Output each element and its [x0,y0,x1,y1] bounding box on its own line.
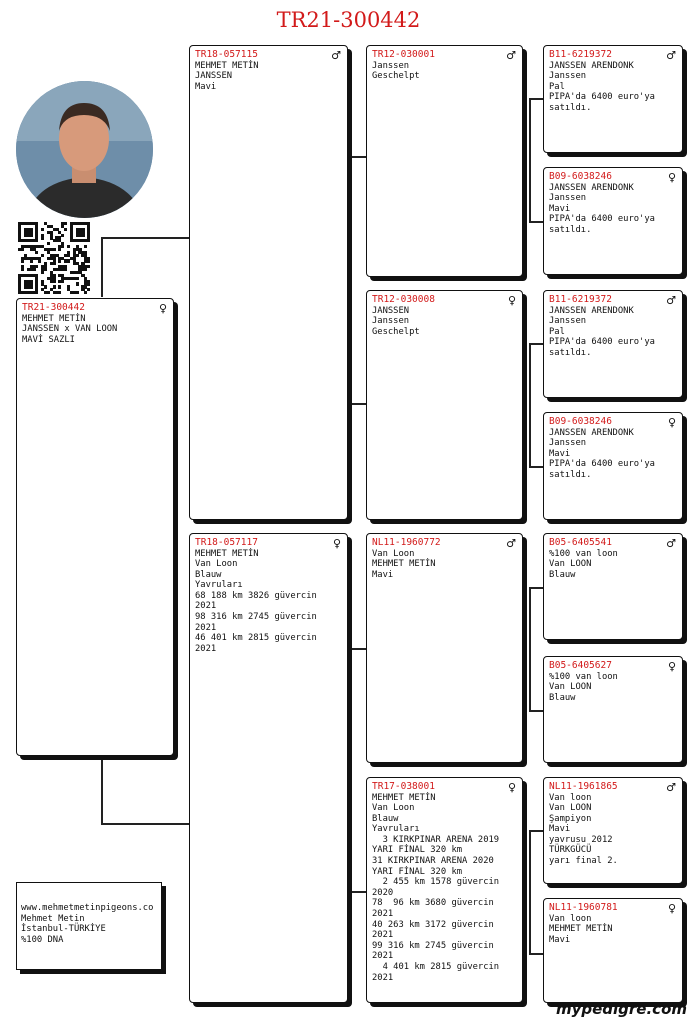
pigeon-info-line: Janssen [549,193,587,204]
pigeon-info-line: Janssen [372,60,410,71]
pigeon-info-line: Mavi [549,203,571,214]
pigeon-card-sire[interactable] [189,45,348,520]
pigeon-info-line: %100 van loon [549,548,618,559]
connector [349,403,366,405]
brand-logo[interactable]: mypedigre.com [555,1000,687,1018]
pigeon-card-dam-dam-dam[interactable] [543,898,683,1003]
pigeon-card-sire-dam-sire[interactable] [543,290,683,398]
connector [529,466,543,468]
pigeon-info-line: MEHMET METİN [195,60,259,71]
connector [529,710,543,712]
pigeon-info-line: 99 316 km 2745 güvercin [372,940,494,951]
male-icon: ♂ [666,537,676,550]
pigeon-info-line: satıldı. [549,469,592,480]
connector [529,98,531,222]
pigeon-info-line: Mavi [549,934,571,945]
ring-number: B09-6038246 [549,171,612,182]
pigeon-card-dam[interactable] [189,533,348,1003]
pigeon-info-line: Van Loon [372,548,415,559]
connector [101,757,103,824]
pigeon-info-line: YARI FİNAL 320 km [372,866,463,877]
pigeon-info-line: Janssen [372,316,410,327]
pigeon-info-line: Janssen [549,438,587,449]
pigeon-card-dam-sire-dam[interactable] [543,656,683,763]
pigeon-info-line: yarı final 2. [549,856,618,867]
ring-number: B11-6219372 [549,49,612,60]
ring-number: TR21-300442 [22,302,85,313]
pigeon-info-line: MEHMET METİN [549,924,613,935]
pigeon-info-line: 3 KIRKPINAR ARENA 2019 [372,834,500,845]
pigeon-info-line: 2021 [372,972,394,983]
pigeon-info-line: Geschelpt [372,326,420,337]
pigeon-info-line: satıldı. [549,224,592,235]
male-icon: ♂ [666,781,676,794]
pigeon-info-line: satıldı. [549,102,592,113]
female-icon: ♀ [332,537,341,550]
pigeon-info-line: YARI FİNAL 320 km [372,845,463,856]
female-icon: ♀ [667,660,676,673]
pigeon-info-line: Blauw [549,692,576,703]
pigeon-info-line: JANSSEN x VAN LOON [22,324,118,335]
connector [349,156,351,404]
pigeon-info-line: MEHMET METİN [22,313,86,324]
pigeon-info-line: Van Loon [195,559,238,570]
pigeon-info-line: 40 263 km 3172 güvercin [372,919,494,930]
pigeon-info-line: PIPA'da 6400 euro'ya [549,214,655,225]
pigeon-info-line: Blauw [549,569,576,580]
ring-number: NL11-1961865 [549,781,618,792]
connector [101,237,189,239]
pigeon-info-line: Van loon [549,792,592,803]
connector [529,587,543,589]
pigeon-info-line: Mavi [195,81,217,92]
female-icon: ♀ [158,302,167,315]
website-link[interactable]: www.mehmetmetinpigeons.co [21,903,154,913]
pigeon-info-line: JANSSEN ARENDONK [549,305,634,316]
pigeon-info-line: %100 van loon [549,671,618,682]
connector [529,343,543,345]
pigeon-card-dam-sire[interactable] [366,533,523,763]
male-icon: ♂ [331,49,341,62]
connector [349,648,366,650]
female-icon: ♀ [667,171,676,184]
connector [101,823,189,825]
connector [529,587,531,711]
pigeon-card-dam-dam-sire[interactable] [543,777,683,884]
connector [529,953,543,955]
pigeon-info-line: 78 96 km 3680 güvercin [372,898,494,909]
pigeon-info-line: Janssen [549,71,587,82]
pigeon-card-subject[interactable] [16,298,174,756]
pigeon-info-line: 2021 [372,909,394,920]
pigeon-info-line: satıldı. [549,347,592,358]
pigeon-info-line: Mavi [372,569,394,580]
pigeon-info-line: Van loon [549,913,592,924]
pigeon-card-sire-sire-sire[interactable] [543,45,683,153]
pigeon-info-line: Van Loon [372,803,415,814]
pigeon-info-line: Yavruları [372,824,420,835]
pigeon-info-line: Blauw [195,569,222,580]
pigeon-info-line: 2020 [372,887,394,898]
connector [349,648,351,892]
owner-location: İstanbul-TÜRKİYE [21,924,106,935]
connector [101,237,103,297]
pigeon-info-line: Van LOON [549,559,592,570]
owner-info-box [16,882,162,970]
pigeon-info-line: 2021 [195,643,217,654]
pigeon-info-line: JANSSEN [195,71,233,82]
pigeon-info-line: MEHMET METİN [372,559,436,570]
pigeon-info-line: yavrusu 2012 [549,834,613,845]
pigeon-info-line: PIPA'da 6400 euro'ya [549,337,655,348]
ring-number: B11-6219372 [549,294,612,305]
ring-number: NL11-1960772 [372,537,441,548]
pigeon-info-line: Yavruları [195,580,243,591]
pigeon-info-line: Şampiyon [549,813,592,824]
ring-number: TR12-030001 [372,49,435,60]
pigeon-info-line: 4 401 km 2815 güvercin [372,962,500,972]
pigeon-info-line: 2021 [372,930,394,941]
pigeon-info-line: TÜRKGÜCÜ [549,845,592,856]
pigeon-info-line: Geschelpt [372,71,420,82]
pigeon-card-dam-dam[interactable] [366,777,523,1003]
male-icon: ♂ [506,49,516,62]
pigeon-info-line: Pal [549,81,565,92]
female-icon: ♀ [507,294,516,307]
pigeon-card-sire-sire-dam[interactable] [543,167,683,275]
qr-code[interactable] [18,222,90,294]
page-title: TR21-300442 [276,8,421,32]
pigeon-info-line: PIPA'da 6400 euro'ya [549,92,655,103]
owner-photo [16,81,153,218]
pigeon-info-line: 2021 [195,601,217,612]
pigeon-info-line: JANSSEN ARENDONK [549,182,634,193]
ring-number: B09-6038246 [549,416,612,427]
pigeon-card-sire-dam-dam[interactable] [543,412,683,520]
pigeon-info-line: 2021 [372,951,394,962]
male-icon: ♂ [666,294,676,307]
pigeon-info-line: 68 188 km 3826 güvercin [195,590,317,601]
dna-note: %100 DNA [21,934,64,945]
ring-number: B05-6405627 [549,660,612,671]
female-icon: ♀ [507,781,516,794]
pigeon-info-line: 46 401 km 2815 güvercin [195,633,317,644]
pigeon-info-line: Blauw [372,813,399,824]
female-icon: ♀ [667,902,676,915]
pigeon-info-line: Janssen [549,316,587,327]
pigeon-card-sire-sire[interactable] [366,45,523,277]
pigeon-info-line: JANSSEN ARENDONK [549,60,634,71]
connector [529,343,531,467]
pigeon-info-line: Pal [549,326,565,337]
ring-number: NL11-1960781 [549,902,618,913]
ring-number: TR17-038001 [372,781,435,792]
ring-number: TR18-057115 [195,49,258,60]
female-icon: ♀ [667,416,676,429]
pigeon-info-line: Van LOON [549,682,592,693]
pigeon-info-line: Van LOON [549,803,592,814]
ring-number: B05-6405541 [549,537,612,548]
male-icon: ♂ [506,537,516,550]
pigeon-card-dam-sire-sire[interactable] [543,533,683,640]
connector [529,830,543,832]
pigeon-info-line: MEHMET METİN [195,548,259,559]
pigeon-info-line: Mavi [549,448,571,459]
male-icon: ♂ [666,49,676,62]
pigeon-info-line: 2021 [195,622,217,633]
pigeon-info-line: JANSSEN ARENDONK [549,427,634,438]
pigeon-info-line: 31 KIRKPINAR ARENA 2020 [372,856,494,867]
pigeon-info-line: Mavi [549,824,571,835]
ring-number: TR12-030008 [372,294,435,305]
pigeon-info-line: MAVİ SAZLI [22,334,75,345]
ring-number: TR18-057117 [195,537,258,548]
pigeon-card-sire-dam[interactable] [366,290,523,520]
pigeon-info-line: 98 316 km 2745 güvercin [195,612,317,623]
pigeon-info-line: JANSSEN [372,305,410,316]
pigeon-info-line: MEHMET METİN [372,792,436,803]
connector [349,156,366,158]
pigeon-info-line: 2 455 km 1578 güvercin [372,877,500,888]
connector [349,891,366,893]
owner-portrait-image [16,81,153,218]
connector [529,221,543,223]
pigeon-info-line: PIPA'da 6400 euro'ya [549,459,655,470]
owner-name: Mehmet Metin [21,913,85,924]
connector [529,830,531,954]
connector [529,98,543,100]
